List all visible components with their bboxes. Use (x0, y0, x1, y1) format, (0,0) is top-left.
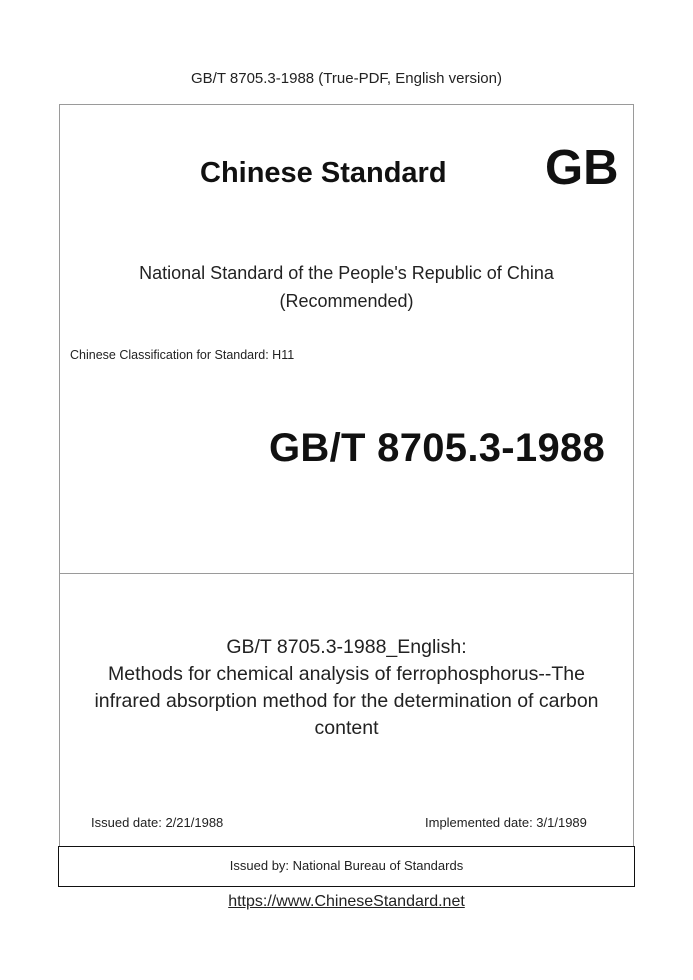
title-line: GB/T 8705.3-1988_English: (226, 636, 467, 658)
title-line: infrared absorption method for the determination of carbon (94, 690, 599, 712)
document-title (64, 634, 629, 742)
recommended-line: (Recommended) (279, 291, 414, 311)
standard-number: GB/T 8705.3-1988 (269, 426, 606, 470)
national-standard-line: National Standard of the People's Republic of China (139, 263, 554, 283)
title-line: content (314, 717, 379, 739)
issued-date: Issued date: 2/21/1988 (91, 815, 224, 830)
issued-by-text: Issued by: National Bureau of Standards (229, 858, 464, 873)
issued-by-box (58, 846, 635, 887)
classification-text: Chinese Classification for Standard: H11 (70, 348, 295, 362)
document-header: GB/T 8705.3-1988 (True-PDF, English version) (191, 70, 502, 87)
title-line: Methods for chemical analysis of ferrophosphorus--The (108, 663, 585, 685)
implemented-date: Implemented date: 3/1/1989 (425, 815, 587, 830)
website-link[interactable]: https://www.ChineseStandard.net (228, 893, 465, 910)
national-standard-heading (0, 259, 693, 315)
gb-mark: GB (545, 141, 619, 195)
category-title: Chinese Standard (200, 157, 447, 189)
